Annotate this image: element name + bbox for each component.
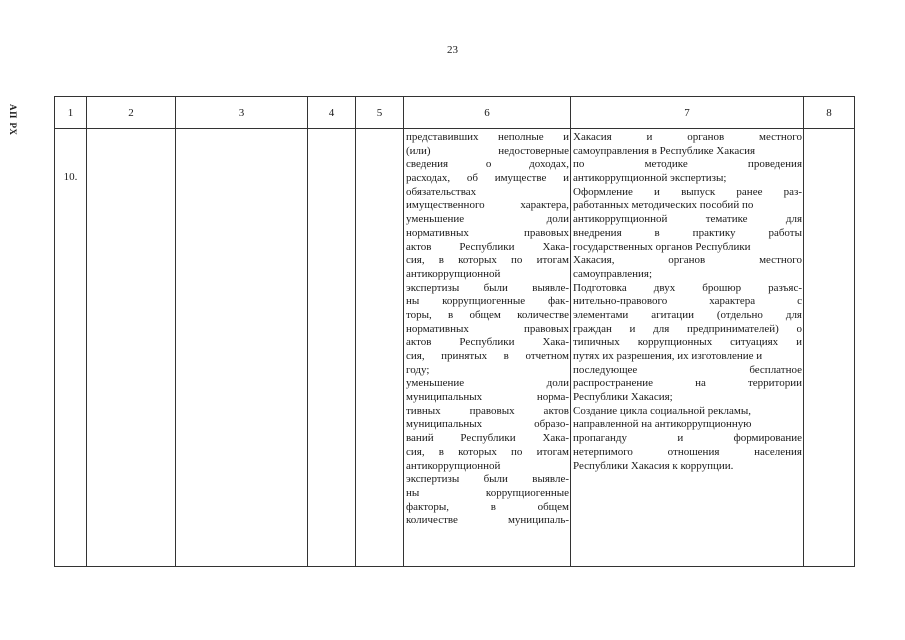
cell-col-8 [804, 129, 855, 567]
col6-text-line: имущественного характера, [406, 199, 569, 212]
col-header-3: 3 [176, 97, 308, 129]
col6-text-line: тивных правовых актов [406, 404, 569, 417]
col7-text-line: Республики Хакасия; [573, 391, 673, 404]
col-header-4: 4 [308, 97, 356, 129]
col7-text-line: государственных органов Республики [573, 240, 751, 253]
col7-text-line: работанных методических пособий по [573, 199, 754, 212]
col6-text-line: актов Республики Хака- [406, 240, 569, 253]
col6-text-line: актов Республики Хака- [406, 336, 569, 349]
col6-text-line: экспертизы были выявле- [406, 473, 569, 486]
col6-text-line: ны коррупциогенные [406, 486, 569, 499]
cell-col-7 [571, 129, 804, 567]
col7-text-line: внедрения в практику работы [573, 226, 802, 239]
table-row [55, 129, 855, 567]
col6-text-line: торы, в общем количестве [406, 308, 569, 321]
cell-col-3 [176, 129, 308, 567]
col7-text-line: самоуправления в Республике Хакасия [573, 144, 756, 157]
col7-text-line: Подготовка двух брошюр разъяс- [573, 281, 802, 294]
col6-text-line: сия, в которых по итогам [406, 445, 569, 458]
col7-text-line: пропаганду и формирование [573, 432, 802, 445]
col6-text-line: нормативных правовых [406, 322, 569, 335]
col6-text-line: муниципальных образо- [406, 418, 569, 431]
col7-text-line: нетерпимого отношения населения [573, 445, 802, 458]
col6-text-line: антикоррупционной [406, 459, 501, 472]
col-header-5: 5 [356, 97, 404, 129]
col6-text-line: году; [406, 363, 430, 376]
cell-col-2 [87, 129, 176, 567]
col6-text-line: уменьшение доли [406, 213, 569, 226]
col-header-6: 6 [404, 97, 571, 129]
col7-text-line: направленной на антикоррупционную [573, 418, 752, 431]
col6-text-line: количестве муниципаль- [406, 514, 569, 527]
col6-text-line: (или) недостоверные [406, 144, 569, 157]
col7-text-line: Оформление и выпуск ранее раз- [573, 185, 802, 198]
cell-col-6 [404, 129, 571, 567]
col-header-2: 2 [87, 97, 176, 129]
row-number: 10. [63, 171, 78, 183]
side-mark: АП РХ [8, 104, 18, 137]
col6-text-line: факторы, в общем [406, 500, 569, 513]
col7-text [571, 129, 803, 473]
col7-text-line: Хакасия, органов местного [573, 254, 802, 267]
cell-col-5 [356, 129, 404, 567]
col7-text-line: распространение на территории [573, 377, 802, 390]
col7-text-line: путях их разрешения, их изготовление и [573, 350, 763, 362]
page-number: 23 [447, 44, 458, 56]
col6-text-line: сия, в которых по итогам [406, 254, 569, 267]
row-number-cell [55, 129, 87, 567]
col6-text-line: обязательствах [406, 185, 477, 198]
col6-text-line: сия, принятых в отчетном [406, 350, 569, 362]
col7-text-line: граждан и для предпринимателей) о [573, 322, 802, 335]
col7-text-line: Хакасия и органов местного [573, 131, 802, 143]
col7-text-line: по методике проведения [573, 158, 802, 171]
header-row [55, 97, 855, 129]
col-header-7: 7 [571, 97, 804, 129]
col7-text-line: Республики Хакасия к коррупции. [573, 459, 734, 472]
col6-text-line: ны коррупциогенные фак- [406, 295, 569, 308]
col6-text-line: ваний Республики Хака- [406, 432, 569, 445]
col-header-1: 1 [55, 97, 87, 129]
col6-text [404, 129, 570, 528]
col7-text-line: элементами агитации (отдельно для [573, 308, 802, 321]
col6-text-line: сведения о доходах, [406, 158, 569, 171]
col6-text-line: муниципальных норма- [406, 391, 569, 404]
col7-text-line: Создание цикла социальной рекламы, [573, 404, 751, 417]
col6-text-line: представивших неполные и [406, 131, 569, 143]
col7-text-line: антикоррупционной экспертизы; [573, 172, 727, 185]
col7-text-line: последующее бесплатное [573, 363, 802, 376]
col6-text-line: расходах, об имуществе и [406, 172, 569, 185]
col6-text-line: экспертизы были выявле- [406, 281, 569, 294]
col6-text-line: уменьшение доли [406, 377, 569, 390]
col6-text-line: антикоррупционной [406, 267, 501, 280]
col7-text-line: антикоррупционной тематике для [573, 213, 802, 226]
col7-text-line: типичных коррупционных ситуациях и [573, 336, 802, 349]
col7-text-line: самоуправления; [573, 267, 653, 280]
col6-text-line: нормативных правовых [406, 226, 569, 239]
cell-col-4 [308, 129, 356, 567]
col7-text-line: нительно-правового характера с [573, 295, 802, 308]
col-header-8: 8 [804, 97, 855, 129]
document-table [54, 96, 855, 567]
